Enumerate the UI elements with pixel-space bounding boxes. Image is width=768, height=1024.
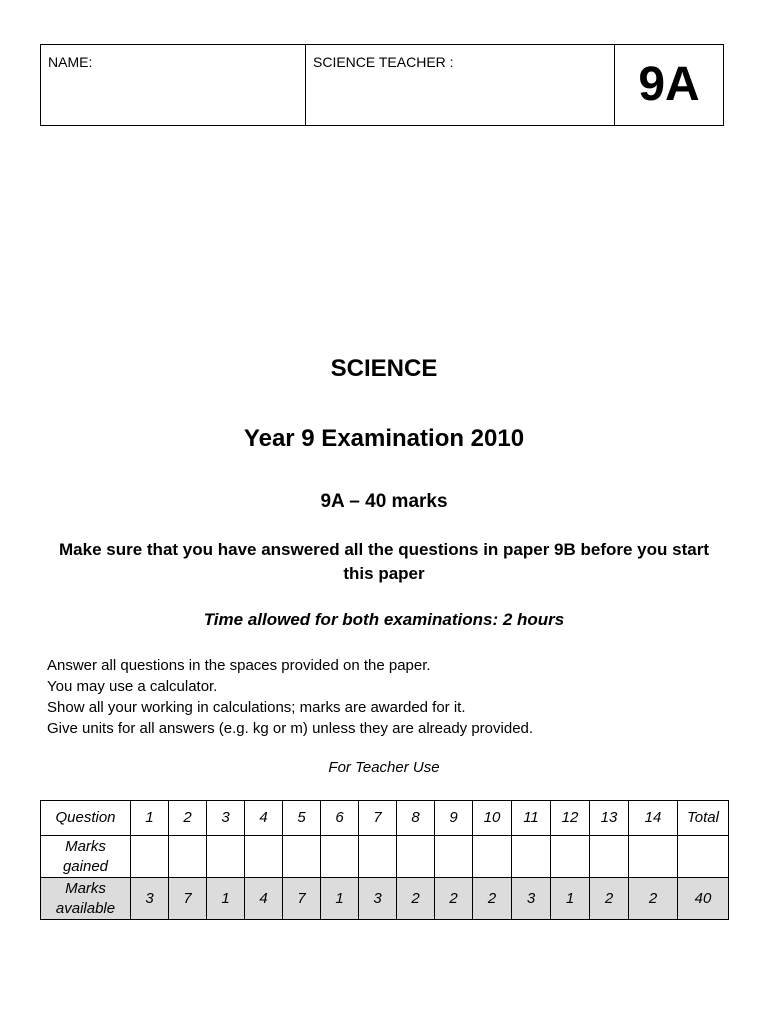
- instruction-item: Show all your working in calculations; marks are awarded for it.: [47, 699, 466, 716]
- marks-gained-cell[interactable]: [245, 836, 283, 878]
- instruction-item: Give units for all answers (e.g. kg or m) unless they are already provided.: [47, 720, 534, 737]
- science-teacher-label: SCIENCE TEACHER :: [313, 54, 454, 70]
- marks-gained-cell[interactable]: [435, 836, 473, 878]
- marks-available-value: 7: [169, 878, 207, 920]
- marks-gained-cell[interactable]: [359, 836, 397, 878]
- question-number: 11: [512, 801, 551, 836]
- marks-gained-cell[interactable]: [321, 836, 359, 878]
- marks-available-value: 1: [321, 878, 359, 920]
- question-number: 3: [207, 801, 245, 836]
- marks-gained-cell[interactable]: [131, 836, 169, 878]
- marks-available-row: [41, 878, 729, 920]
- exam-title: Year 9 Examination 2010: [243, 425, 525, 452]
- marks-available-value: 2: [435, 878, 473, 920]
- marks-gained-cell[interactable]: [397, 836, 435, 878]
- marks-available-value: 3: [359, 878, 397, 920]
- total-header: Total: [678, 801, 729, 836]
- marks-available-label: Marks available: [41, 878, 131, 920]
- instructions-list: [47, 655, 533, 739]
- paper-code: 9A: [615, 45, 724, 126]
- marks-available-value: 1: [207, 878, 245, 920]
- marks-available-value: 4: [245, 878, 283, 920]
- marks-available-value: 3: [512, 878, 551, 920]
- marks-table: [40, 800, 729, 920]
- marks-available-value: 1: [551, 878, 590, 920]
- teacher-use-label: For Teacher Use: [328, 759, 440, 776]
- marks-gained-cell[interactable]: [629, 836, 678, 878]
- question-number: 8: [397, 801, 435, 836]
- question-number: 6: [321, 801, 359, 836]
- paper-marks: 9A – 40 marks: [320, 491, 448, 512]
- marks-gained-row: [41, 836, 729, 878]
- question-number: 2: [169, 801, 207, 836]
- name-field[interactable]: [41, 45, 306, 126]
- marks-gained-cell[interactable]: [512, 836, 551, 878]
- question-number: 1: [131, 801, 169, 836]
- marks-gained-cell[interactable]: [169, 836, 207, 878]
- instruction-item: Answer all questions in the spaces provided on the paper.: [47, 657, 431, 674]
- marks-available-value: 3: [131, 878, 169, 920]
- marks-available-value: 2: [629, 878, 678, 920]
- warning-text: Make sure that you have answered all the questions in paper 9B before you start this paper: [59, 540, 709, 583]
- marks-gained-label: Marks gained: [41, 836, 131, 878]
- marks-gained-cell[interactable]: [283, 836, 321, 878]
- question-number: 5: [283, 801, 321, 836]
- question-number: 7: [359, 801, 397, 836]
- marks-gained-total[interactable]: [678, 836, 729, 878]
- question-row: [41, 801, 729, 836]
- marks-gained-cell[interactable]: [590, 836, 629, 878]
- marks-available-value: 2: [590, 878, 629, 920]
- name-label: NAME:: [48, 54, 93, 70]
- header-table: [40, 44, 724, 126]
- question-row-label: Question: [41, 801, 131, 836]
- marks-gained-cell[interactable]: [551, 836, 590, 878]
- marks-available-total: 40: [678, 878, 729, 920]
- time-allowed: Time allowed for both examinations: 2 hours: [203, 610, 565, 629]
- science-teacher-field[interactable]: [306, 45, 615, 126]
- marks-gained-cell[interactable]: [207, 836, 245, 878]
- marks-gained-cell[interactable]: [473, 836, 512, 878]
- marks-available-value: 7: [283, 878, 321, 920]
- question-number: 13: [590, 801, 629, 836]
- marks-available-value: 2: [397, 878, 435, 920]
- subject-title: SCIENCE: [330, 355, 438, 382]
- question-number: 4: [245, 801, 283, 836]
- instruction-item: You may use a calculator.: [47, 678, 218, 695]
- marks-available-value: 2: [473, 878, 512, 920]
- question-number: 12: [551, 801, 590, 836]
- question-number: 14: [629, 801, 678, 836]
- question-number: 9: [435, 801, 473, 836]
- question-number: 10: [473, 801, 512, 836]
